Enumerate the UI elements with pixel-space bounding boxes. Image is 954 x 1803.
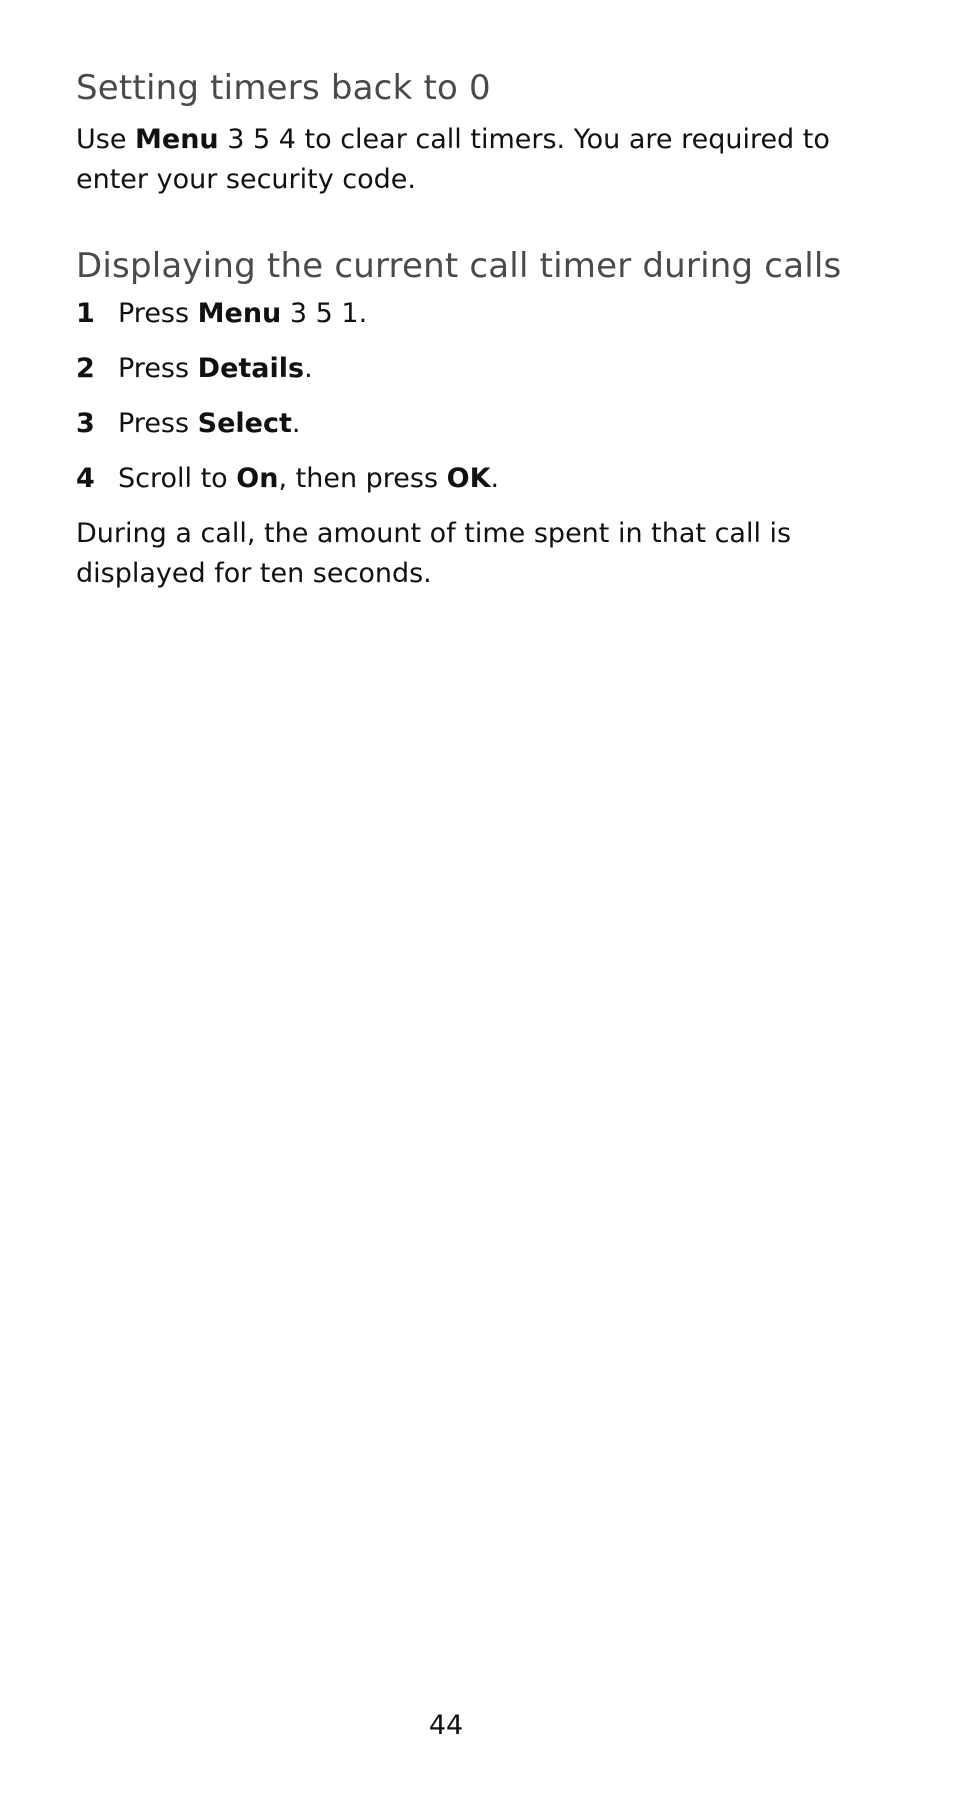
select-keyword: Select [197, 408, 292, 439]
steps-list [76, 294, 836, 499]
section-heading-reset-timers: Setting timers back to 0 [76, 68, 491, 108]
document-page [76, 66, 842, 594]
step-text: Press Details. [118, 353, 313, 384]
step-number: 1 [76, 298, 95, 329]
on-keyword: On [236, 463, 279, 494]
details-keyword: Details [197, 353, 305, 384]
menu-keyword: Menu [135, 124, 219, 155]
step-item [76, 349, 836, 389]
section-heading-display-timer: Displaying the current call timer during calls [76, 246, 842, 286]
paragraph-text: Use [76, 124, 136, 155]
paragraph-text: 3 5 4 to clear call timers. You are required to enter your security code. [76, 124, 830, 195]
section-paragraph-display-timer: During a call, the amount of time spent in that call is displayed for ten seconds. [76, 518, 792, 589]
ok-keyword: OK [446, 463, 491, 494]
step-item [76, 459, 836, 499]
step-number: 2 [76, 353, 95, 384]
step-item [76, 404, 836, 444]
step-text: Scroll to On, then press OK. [118, 463, 500, 494]
page-number: 44 [428, 1710, 464, 1741]
section-paragraph-reset-timers [76, 120, 836, 200]
step-text: Press Select. [118, 408, 301, 439]
step-number: 3 [76, 408, 95, 439]
step-text: Press Menu 3 5 1. [118, 298, 368, 329]
step-number: 4 [76, 463, 95, 494]
menu-keyword: Menu [197, 298, 282, 329]
step-item [76, 294, 836, 334]
